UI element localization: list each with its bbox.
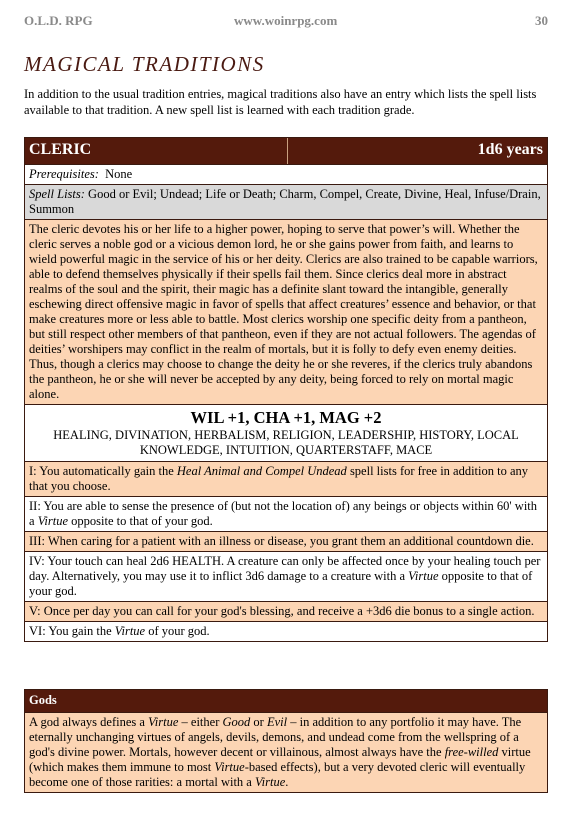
spell-lists-row [25, 184, 547, 219]
gods-italic-4: free-willed [444, 745, 499, 759]
grade-6-italic: Virtue [114, 624, 146, 638]
gods-italic-2: Good [222, 715, 251, 729]
gods-text-7: . [285, 775, 289, 789]
intro-paragraph: In addition to the usual tradition entries, magical traditions also have an entry which lists the spell lists available to that tradition. A new spell list is learned with each tradition grade. [24, 87, 537, 117]
description-row: The cleric devotes his or her life to a higher power, hoping to serve that power’s will. Whether the cleric serves a noble god or a vicious demon lord, he or she gains power from faith, and learns to wield powerful magic in the service of his or her deity. Clerics are also trained to be capable warriors, able to defend themselves physically if their spells fail them. Since clerics deal more in abstract realms of the soul and the spirit, their magic has a definite slant toward the intangible, generally eschewing direct offensive magic in favor of spells that affect creatures’ essence and behavior, or that make creatures more or less able to battle. Most clerics worship one specific deity from a pantheon, but still respect other members of that pantheon, even if they are not actual followers. The agendas of deities’ worshipers may conflict in the realm of mortals, but it is folly to defy even enemy deities. Thus, though a clerics may choose to change the deity he or she reveres, if the clerics truly abandons the pantheon, he or she will never be accepted by any deity, being forced to rely on mortal magic alone. [25, 219, 547, 404]
gods-text-6: -based effects), but a very devoted cleric will eventually become one of those rarities: a mortal with a [29, 760, 526, 789]
gods-text-4: – in addition to any portfolio it may have. The eternally unchanging virtues of angels, devils, demons, and undead come from the wellspring of a god's divine power. Mortals, however decent or villainous, almost always have the [29, 715, 522, 759]
grade-2-text-end: opposite to that of your god. [68, 514, 213, 528]
gods-italic-3: Evil [266, 715, 288, 729]
gods-sidebar [24, 689, 548, 793]
tradition-name: CLERIC [25, 138, 288, 164]
spell-lists-label: Spell Lists: [29, 187, 85, 201]
grade-6-row [25, 621, 547, 641]
grade-4-text: IV: Your touch can heal 2d6 HEALTH. A creature can only be affected once by your healing touch per day. Alternatively, you may use it to inflict 3d6 damage to a creature with a [29, 554, 541, 583]
gods-text-3: or [250, 715, 267, 729]
grade-2-italic: Virtue [37, 514, 69, 528]
gods-body [25, 712, 547, 792]
grade-6-text-end: of your god. [145, 624, 210, 638]
grade-2-text: II: You are able to sense the presence of (but not the location of) any beings or objects within 60' with a [29, 499, 538, 528]
grade-1-text-end: spell lists for free in addition to any that you choose. [29, 464, 529, 493]
spell-lists-value: Good or Evil; Undead; Life or Death; Charm, Compel, Create, Divine, Heal, Infuse/Drain, Summon [29, 187, 541, 216]
prereq-value: None [105, 167, 133, 181]
grade-1-text: I: You automatically gain the [29, 464, 177, 478]
grade-3-row: III: When caring for a patient with an illness or disease, you grant them an additional countdown die. [25, 531, 547, 551]
skill-list: HEALING, DIVINATION, HERBALISM, RELIGION, LEADERSHIP, HISTORY, LOCAL KNOWLEDGE, INTUITION, QUARTERSTAFF, MACE [53, 428, 519, 457]
prereq-label: Prerequisites: [29, 167, 99, 181]
cleric-header-row [25, 138, 547, 164]
grade-6-text: VI: You gain the [29, 624, 115, 638]
grade-4-row [25, 551, 547, 601]
gods-text-1: A god always defines a [29, 715, 149, 729]
page-title: MAGICAL TRADITIONS [24, 52, 265, 76]
gods-italic-6: Virtue [254, 775, 286, 789]
header-left: O.L.D. RPG [24, 13, 93, 28]
header-url[interactable]: www.woinrpg.com [234, 13, 338, 28]
grade-1-italic: Heal Animal and Compel Undead [176, 464, 347, 478]
prerequisites-row [25, 164, 547, 184]
gods-italic-5: Virtue [214, 760, 245, 774]
grade-2-row [25, 496, 547, 531]
gods-heading: Gods [25, 690, 547, 712]
grade-1-row [25, 461, 547, 496]
grade-4-italic: Virtue [408, 569, 439, 583]
page-number: 30 [535, 13, 548, 28]
gods-italic-1: Virtue [148, 715, 179, 729]
grade-4-text-end: opposite to that of your god. [29, 569, 533, 598]
stats-row [25, 404, 547, 461]
cleric-table [24, 137, 548, 642]
grade-5-row: V: Once per day you can call for your god's blessing, and receive a +3d6 die bonus to a single action. [25, 601, 547, 621]
gods-text-5: virtue (which makes them immune to most [29, 745, 531, 774]
gods-text-2: – either [178, 715, 223, 729]
tradition-duration: 1d6 years [477, 141, 543, 158]
stat-bonuses: WIL +1, CHA +1, MAG +2 [190, 408, 382, 427]
